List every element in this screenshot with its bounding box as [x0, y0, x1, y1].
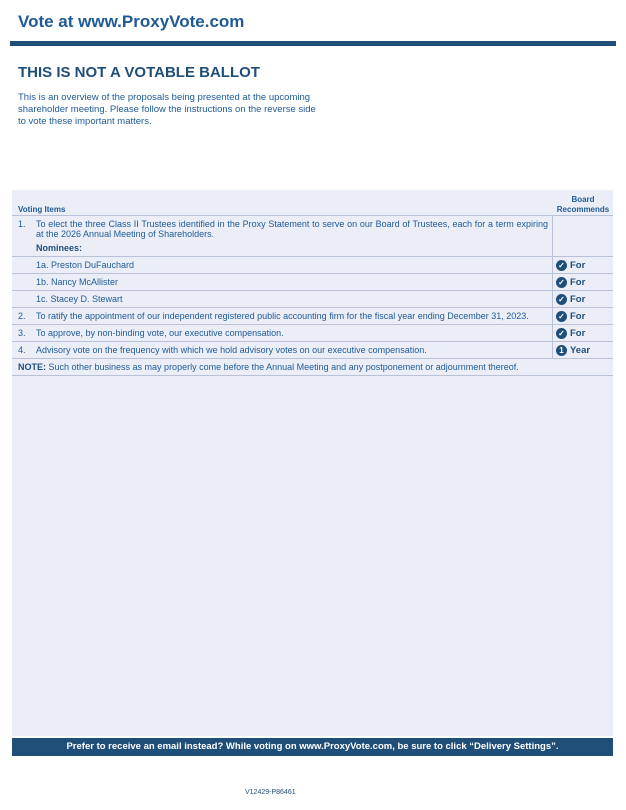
- check-circle-icon: ✓: [556, 260, 567, 271]
- note-text: Such other business as may properly come before the Annual Meeting and any postponement or adjournment thereof.: [46, 362, 519, 372]
- recommendation: ✓ For: [552, 325, 613, 341]
- intro-text: This is an overview of the proposals being presented at the upcoming shareholder meeting. Please follow the instructions on the reverse side to vote these important matters.: [18, 92, 316, 127]
- item-text: Advisory vote on the frequency with which we hold advisory votes on our executive compensation.: [36, 345, 427, 355]
- item-number: 2.: [18, 311, 26, 321]
- note-label: NOTE:: [18, 362, 46, 372]
- recommendation: ✓ For: [552, 308, 613, 324]
- recommendation: ✓ For: [552, 257, 613, 273]
- header-title: Vote at www.ProxyVote.com: [18, 12, 245, 31]
- header-rule: [10, 41, 616, 46]
- check-circle-icon: ✓: [556, 294, 567, 305]
- item-4-row: [12, 341, 613, 358]
- voting-items-header: Voting Items: [18, 205, 66, 214]
- item-1-row: [12, 215, 613, 256]
- nominee-name: 1b. Nancy McAllister: [36, 277, 119, 287]
- item-number: 3.: [18, 328, 26, 338]
- recommendation: ✓ For: [552, 274, 613, 290]
- check-circle-icon: ✓: [556, 277, 567, 288]
- nominee-name: 1c. Stacey D. Stewart: [36, 294, 123, 304]
- item-text: To approve, by non-binding vote, our executive compensation.: [36, 328, 284, 338]
- item-number: 4.: [18, 345, 26, 355]
- check-circle-icon: ✓: [556, 311, 567, 322]
- delivery-settings-banner: Prefer to receive an email instead? While voting on www.ProxyVote.com, be sure to click “Delivery Settings”.: [12, 738, 613, 756]
- item-number: 1.: [18, 219, 26, 229]
- item-text: To ratify the appointment of our independent registered public accounting firm for the fiscal year ending December 31, 2023.: [36, 311, 529, 321]
- nominee-name: 1a. Preston DuFauchard: [36, 260, 135, 270]
- item-2-row: [12, 307, 613, 324]
- board-recommends-header: Board Recommends: [556, 195, 610, 214]
- nominee-row: [12, 256, 613, 273]
- ballot-title: THIS IS NOT A VOTABLE BALLOT: [18, 64, 260, 81]
- item-text: To elect the three Class II Trustees identified in the Proxy Statement to serve on our Board of Trustees, each for a term expiring at the 2026 Annual Meeting of Shareholders.: [36, 219, 548, 239]
- nominee-row: [12, 290, 613, 307]
- note-row: [12, 358, 613, 376]
- item-3-row: [12, 324, 613, 341]
- control-code: V12429-P86461: [245, 789, 296, 796]
- recommendation: ✓ For: [552, 291, 613, 307]
- check-circle-icon: ✓: [556, 328, 567, 339]
- number-circle-icon: 1: [556, 345, 567, 356]
- voting-table: [12, 215, 613, 376]
- nominees-label: Nominees:: [36, 243, 83, 253]
- recommendation: 1 Year: [552, 342, 613, 358]
- nominee-row: [12, 273, 613, 290]
